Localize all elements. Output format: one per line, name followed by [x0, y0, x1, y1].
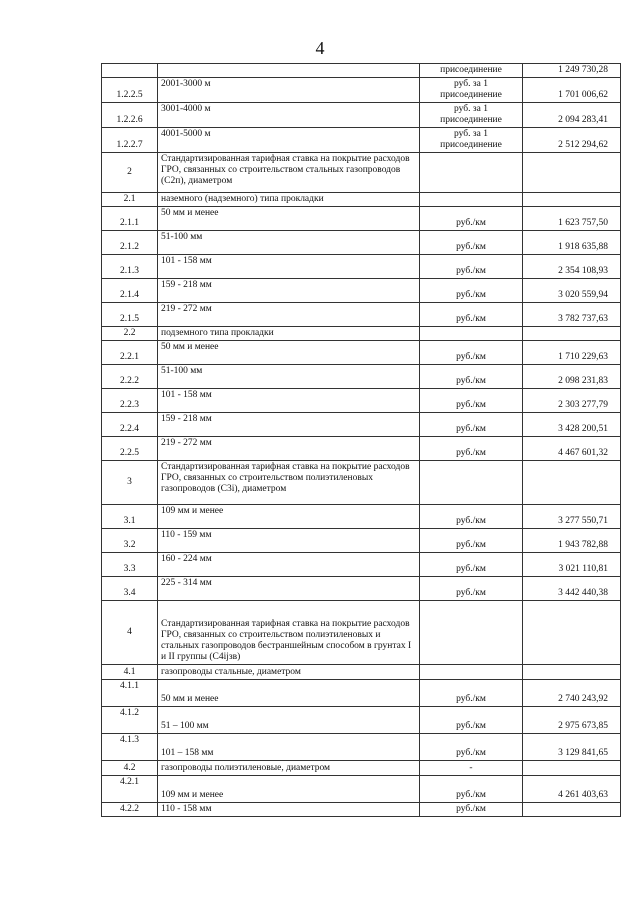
row-description: 109 мм и менее [158, 776, 420, 803]
table-row [102, 231, 621, 255]
table-row [102, 707, 621, 734]
row-unit: руб. за 1 присоединение [420, 78, 523, 103]
row-value [523, 601, 621, 665]
row-unit [420, 665, 523, 680]
row-value: 3 021 110,81 [523, 553, 621, 577]
row-description: 110 - 159 мм [158, 529, 420, 553]
row-value: 2 303 277,79 [523, 389, 621, 413]
tariff-table [101, 63, 621, 817]
table-row [102, 734, 621, 761]
row-value [523, 803, 621, 817]
row-value: 4 467 601,32 [523, 437, 621, 461]
table-row [102, 128, 621, 153]
row-number: 3.4 [102, 577, 158, 601]
table-row [102, 103, 621, 128]
table-row [102, 341, 621, 365]
row-value [523, 153, 621, 193]
table-row [102, 303, 621, 327]
row-number: 2.2.3 [102, 389, 158, 413]
row-number: 4.1 [102, 665, 158, 680]
row-description: 159 - 218 мм [158, 413, 420, 437]
row-value [523, 761, 621, 776]
row-number: 2.1.2 [102, 231, 158, 255]
row-value: 3 277 550,71 [523, 505, 621, 529]
row-value: 2 512 294,62 [523, 128, 621, 153]
row-unit: руб./км [420, 553, 523, 577]
row-number: 3.3 [102, 553, 158, 577]
row-description: 110 - 158 мм [158, 803, 420, 817]
table-row [102, 680, 621, 707]
row-number: 2.2.1 [102, 341, 158, 365]
row-number: 3.2 [102, 529, 158, 553]
table-row [102, 601, 621, 665]
table-row [102, 461, 621, 505]
row-number: 2 [102, 153, 158, 193]
row-value: 3 442 440,38 [523, 577, 621, 601]
row-value: 1 623 757,50 [523, 207, 621, 231]
row-description: 101 - 158 мм [158, 389, 420, 413]
row-description: 50 мм и менее [158, 207, 420, 231]
table-row [102, 207, 621, 231]
table-row [102, 153, 621, 193]
row-unit: руб./км [420, 803, 523, 817]
row-number: 1.2.2.5 [102, 78, 158, 103]
row-description: 50 мм и менее [158, 341, 420, 365]
row-number: 4.2 [102, 761, 158, 776]
row-number: 4.1.1 [102, 680, 158, 707]
table-row [102, 761, 621, 776]
row-unit: руб./км [420, 303, 523, 327]
table-row [102, 365, 621, 389]
table-row [102, 505, 621, 529]
row-number: 2.1.1 [102, 207, 158, 231]
row-number: 4.1.2 [102, 707, 158, 734]
row-unit: руб./км [420, 776, 523, 803]
row-unit: руб./км [420, 734, 523, 761]
row-description: 51-100 мм [158, 365, 420, 389]
row-description: газопроводы стальные, диаметром [158, 665, 420, 680]
row-value: 2 740 243,92 [523, 680, 621, 707]
table-row [102, 78, 621, 103]
row-description: 109 мм и менее [158, 505, 420, 529]
row-description: 219 - 272 мм [158, 303, 420, 327]
row-description: подземного типа прокладки [158, 327, 420, 341]
row-number: 4.2.2 [102, 803, 158, 817]
row-value: 3 129 841,65 [523, 734, 621, 761]
row-number: 2.1.5 [102, 303, 158, 327]
row-number: 1.2.2.6 [102, 103, 158, 128]
row-unit: присоединение [420, 64, 523, 78]
row-description: 3001-4000 м [158, 103, 420, 128]
row-unit: руб./км [420, 437, 523, 461]
row-number: 2.2.2 [102, 365, 158, 389]
row-description: 101 – 158 мм [158, 734, 420, 761]
table-row [102, 389, 621, 413]
row-unit: руб./км [420, 707, 523, 734]
row-value: 2 975 673,85 [523, 707, 621, 734]
row-unit [420, 461, 523, 505]
row-description: Стандартизированная тарифная ставка на покрытие расходов ГРО, связанных со строительством полиэтиленовых и стальных газопроводов бестраншейным способом в грунтах I и II группы (C4ijзв) [158, 601, 420, 665]
row-unit: руб./км [420, 577, 523, 601]
row-value: 1 918 635,88 [523, 231, 621, 255]
row-description: 2001-3000 м [158, 78, 420, 103]
row-unit [420, 153, 523, 193]
row-number [102, 64, 158, 78]
row-description: Стандартизированная тарифная ставка на покрытие расходов ГРО, связанных со строительством полиэтиленовых газопроводов (C3i), диаметром [158, 461, 420, 505]
row-value: 2 354 108,93 [523, 255, 621, 279]
row-description: 4001-5000 м [158, 128, 420, 153]
row-number: 4.1.3 [102, 734, 158, 761]
row-value: 1 943 782,88 [523, 529, 621, 553]
row-unit: руб./км [420, 231, 523, 255]
row-description: 225 - 314 мм [158, 577, 420, 601]
row-description: 51 – 100 мм [158, 707, 420, 734]
row-description: 51-100 мм [158, 231, 420, 255]
row-description [158, 64, 420, 78]
table-row [102, 577, 621, 601]
row-value: 1 701 006,62 [523, 78, 621, 103]
row-unit: руб./км [420, 279, 523, 303]
row-unit: руб. за 1 присоединение [420, 128, 523, 153]
row-value [523, 193, 621, 207]
row-value [523, 461, 621, 505]
row-value: 1 710 229,63 [523, 341, 621, 365]
row-number: 3 [102, 461, 158, 505]
row-number: 3.1 [102, 505, 158, 529]
row-unit: руб./км [420, 341, 523, 365]
row-value: 1 249 730,28 [523, 64, 621, 78]
row-description: наземного (надземного) типа прокладки [158, 193, 420, 207]
table-row [102, 553, 621, 577]
row-unit: руб./км [420, 365, 523, 389]
row-unit [420, 601, 523, 665]
table-row [102, 413, 621, 437]
row-value: 3 020 559,94 [523, 279, 621, 303]
row-number: 2.2.4 [102, 413, 158, 437]
row-unit: руб./км [420, 389, 523, 413]
row-value [523, 327, 621, 341]
row-number: 2.2.5 [102, 437, 158, 461]
row-unit: руб./км [420, 207, 523, 231]
row-value: 3 782 737,63 [523, 303, 621, 327]
row-number: 2.1.4 [102, 279, 158, 303]
row-unit: руб. за 1 присоединение [420, 103, 523, 128]
table-row [102, 64, 621, 78]
table-row [102, 665, 621, 680]
row-number: 2.2 [102, 327, 158, 341]
row-description: газопроводы полиэтиленовые, диаметром [158, 761, 420, 776]
table-row [102, 803, 621, 817]
table-row [102, 255, 621, 279]
row-value: 2 094 283,41 [523, 103, 621, 128]
table-row [102, 776, 621, 803]
row-number: 2.1 [102, 193, 158, 207]
row-unit: руб./км [420, 680, 523, 707]
row-unit [420, 193, 523, 207]
row-number: 4 [102, 601, 158, 665]
row-unit: руб./км [420, 255, 523, 279]
row-number: 4.2.1 [102, 776, 158, 803]
page-number: 4 [315, 38, 325, 58]
row-description: 101 - 158 мм [158, 255, 420, 279]
row-description: Стандартизированная тарифная ставка на покрытие расходов ГРО, связанных со строительством стальных газопроводов (C2п), диаметром [158, 153, 420, 193]
row-number: 1.2.2.7 [102, 128, 158, 153]
row-description: 159 - 218 мм [158, 279, 420, 303]
row-value: 4 261 403,63 [523, 776, 621, 803]
row-description: 219 - 272 мм [158, 437, 420, 461]
row-description: 50 мм и менее [158, 680, 420, 707]
row-number: 2.1.3 [102, 255, 158, 279]
table-row [102, 279, 621, 303]
row-unit [420, 327, 523, 341]
row-description: 160 - 224 мм [158, 553, 420, 577]
row-unit: руб./км [420, 413, 523, 437]
row-unit: руб./км [420, 529, 523, 553]
table-row [102, 327, 621, 341]
row-value: 2 098 231,83 [523, 365, 621, 389]
table-row [102, 437, 621, 461]
row-unit: руб./км [420, 505, 523, 529]
row-value: 3 428 200,51 [523, 413, 621, 437]
table-row [102, 193, 621, 207]
row-value [523, 665, 621, 680]
table-row [102, 529, 621, 553]
row-unit: - [420, 761, 523, 776]
